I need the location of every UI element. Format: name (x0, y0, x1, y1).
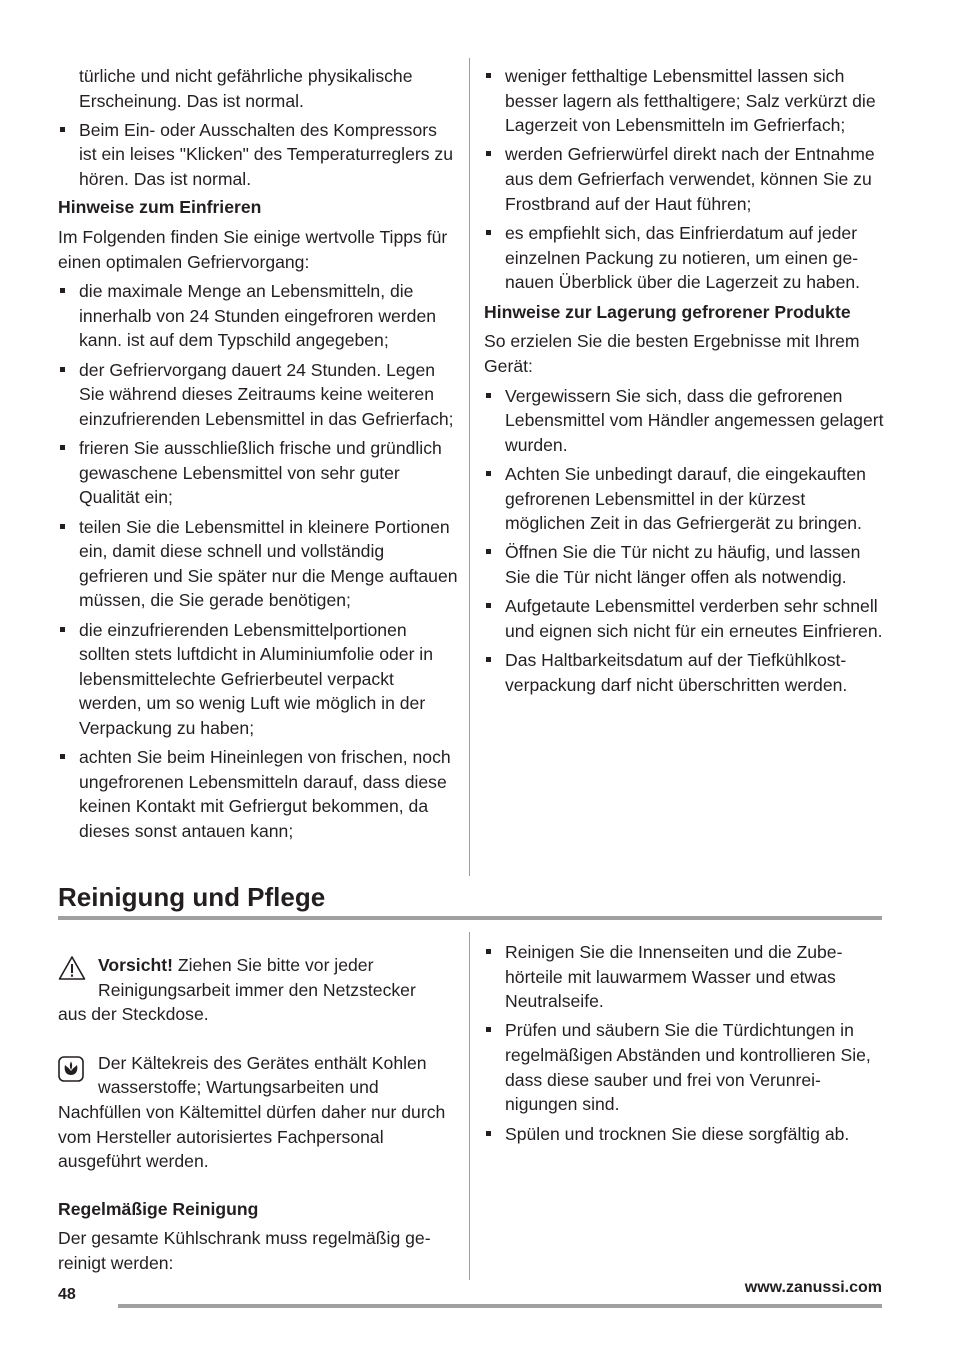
right-column-top (484, 64, 884, 702)
list-item: Öffnen Sie die Tür nicht zu häufig, und lassen Sie die Tür nicht länger offen als notwendig. (484, 540, 884, 589)
continued-list (58, 64, 458, 113)
environment-text-3: Nachfüllen von Kältemittel dürfen daher nur durch vom Hersteller autorisiertes Fachpersonal ausgeführt werden. (58, 1101, 446, 1172)
environment-icon (58, 1056, 84, 1089)
right-column-bottom (484, 940, 884, 1151)
list-item: Aufgetaute Lebensmittel verderben sehr schnell und eignen sich nicht für ein erneutes Einfrieren. (484, 594, 884, 643)
bullet-list (484, 384, 884, 698)
bullet-list (58, 118, 458, 192)
list-item: türliche und nicht gefährliche physikalische Erscheinung. Das ist normal. (79, 66, 413, 111)
heading-einfrieren: Hinweise zum Einfrieren (58, 197, 262, 218)
warning-triangle-icon (58, 955, 86, 988)
list-item: es empfiehlt sich, das Einfrierdatum auf jeder einzelnen Packung zu notieren, um einen genauen Überblick über die Lagerzeit zu haben. (484, 221, 884, 295)
page-number: 48 (58, 1286, 76, 1303)
warning-text-1: Ziehen Sie bitte vor jeder (172, 955, 374, 975)
intro-text: Im Folgenden finden Sie einige wertvolle Tipps für einen optimalen Gefriervorgang: (58, 226, 448, 272)
heading-lagerung: Hinweise zur Lagerung gefrorener Produkte (484, 301, 851, 322)
list-item: Reinigen Sie die Innenseiten und die Zubehörteile mit lauwarmem Wasser und etwas Neutralseife. (484, 940, 884, 1014)
list-item: Vergewissern Sie sich, dass die gefrorenen Lebensmittel vom Händler angemessen gelagert wurden. (484, 384, 884, 458)
warning-note (58, 953, 458, 1027)
environment-note (58, 1051, 458, 1174)
left-column-top (58, 64, 458, 848)
footer-url: www.zanussi.com (744, 1279, 882, 1296)
warning-label: Vorsicht! (98, 955, 173, 975)
list-item: Prüfen und säubern Sie die Türdichtungen in regelmäßigen Abständen und kontrollieren Sie, dass diese sauber und frei von Verunreinigungen sind. (484, 1018, 884, 1116)
column-divider-bottom (469, 932, 470, 1280)
section-rule (58, 916, 882, 920)
column-divider-top (469, 58, 470, 876)
list-item: der Gefriervorgang dauert 24 Stunden. Legen Sie während dieses Zeitraums keine weiteren einzufrierenden Lebensmittel in das Gefrierfach; (58, 358, 458, 432)
section-title: Reinigung und Pflege (58, 882, 326, 912)
warning-text-2: Reinigungsarbeit immer den Netzstecker (98, 979, 416, 1000)
list-item: Spülen und trocknen Sie diese sorgfältig ab. (484, 1122, 884, 1147)
list-item: Beim Ein- oder Ausschalten des Kompressors ist ein leises "Klicken" des Temperaturreglers zu hören. Das ist normal. (58, 118, 458, 192)
environment-text-2: wasserstoffe; Wartungsarbeiten und (98, 1077, 379, 1098)
bullet-list (484, 64, 884, 295)
left-column-bottom (58, 953, 458, 1281)
list-item: Das Haltbarkeitsdatum auf der Tiefkühlkostverpackung darf nicht überschritten werden. (484, 648, 884, 697)
bullet-list (58, 279, 458, 844)
list-item: frieren Sie ausschließlich frische und gründlich gewaschene Lebensmittel von sehr guter Qualität ein; (58, 436, 458, 510)
environment-text-1: Der Kältekreis des Gerätes enthält Kohlen (98, 1052, 427, 1073)
bullet-list (484, 940, 884, 1146)
list-item: Achten Sie unbedingt darauf, die eingekauften gefrorenen Lebensmittel in der kürzest möglichen Zeit in das Gefriergerät zu bringen. (484, 462, 884, 536)
list-item: achten Sie beim Hineinlegen von frischen, noch ungefrorenen Lebensmitteln darauf, dass diese keinen Kontakt mit Gefriergut bekommen, da dieses sonst antauen kann; (58, 745, 458, 843)
list-item: teilen Sie die Lebensmittel in kleinere Portionen ein, damit diese schnell und vollständig gefrieren und Sie später nur die Menge auftauen müssen, die Sie gerade benötigen; (58, 515, 458, 613)
warning-text-3: aus der Steckdose. (58, 1004, 209, 1025)
list-item: die einzufrierenden Lebensmittelportionen sollten stets luftdicht in Aluminiumfolie oder in lebensmittelechte Gefrierbeutel verpackt werden, um so wenig Luft wie möglich in der Verpackung zu haben; (58, 618, 458, 741)
cleaning-text: Der gesamte Kühlschrank muss regelmäßig gereinigt werden: (58, 1228, 431, 1273)
heading-reinigung: Regelmäßige Reinigung (58, 1198, 259, 1219)
intro-text: So erzielen Sie die besten Ergebnisse mit Ihrem Gerät: (484, 331, 860, 376)
list-item: werden Gefrierwürfel direkt nach der Entnahme aus dem Gefrierfach verwendet, können Sie zu Frostbrand auf der Haut führen; (484, 142, 884, 216)
list-item: die maximale Menge an Lebensmitteln, die innerhalb von 24 Stunden eingefroren werden kann. ist auf dem Typschild angegeben; (58, 279, 458, 353)
footer-rule (118, 1304, 882, 1308)
list-item: weniger fetthaltige Lebensmittel lassen sich besser lagern als fetthaltigere; Salz verkürzt die Lagerzeit von Lebensmitteln im Gefrierfach; (484, 64, 884, 138)
